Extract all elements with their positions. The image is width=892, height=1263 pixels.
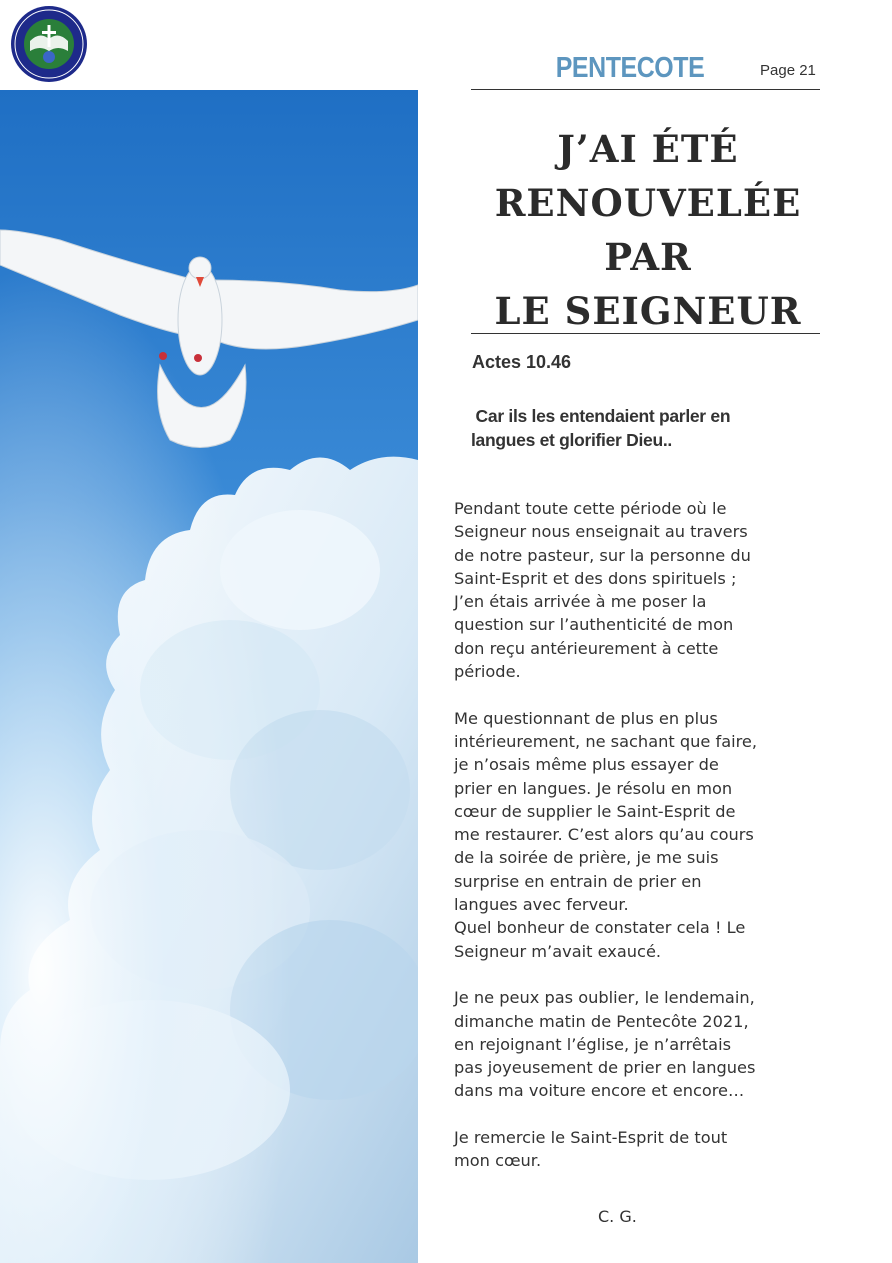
scripture-verse (471, 404, 821, 452)
author-signature: C. G. (598, 1207, 637, 1226)
text-line: mon cœur. (454, 1151, 542, 1171)
text-line: prier en langues. Je résolu en mon (454, 778, 733, 798)
text-line: me restaurer. C’est alors qu’au cours (454, 825, 754, 845)
page-number: Page 21 (760, 62, 816, 79)
text-line: Quel bonheur de constater cela ! Le (454, 918, 746, 938)
article-title-line: LE SEIGNEUR (494, 289, 802, 333)
text-line: don reçu antérieurement à cette (454, 638, 719, 658)
paragraph (454, 1126, 834, 1173)
text-line: cœur de supplier le Saint-Esprit de (454, 801, 736, 821)
dove-sky-image (0, 90, 418, 1263)
text-line: intérieurement, ne sachant que faire, (454, 731, 758, 751)
verse-line: langues et glorifier Dieu.. (471, 430, 672, 450)
text-line: Me questionnant de plus en plus (454, 708, 718, 728)
text-line: Seigneur nous enseignait au travers (454, 522, 748, 542)
text-line: de la soirée de prière, je me suis (454, 848, 719, 868)
text-line: Je ne peux pas oublier, le lendemain, (454, 988, 755, 1008)
article-title-line: RENOUVELÉE PAR (494, 181, 802, 279)
text-line: langues avec ferveur. (454, 895, 629, 915)
header-divider (471, 89, 820, 90)
text-line: J’en étais arrivée à me poser la (454, 592, 707, 612)
text-line: dimanche matin de Pentecôte 2021, (454, 1011, 749, 1031)
church-logo (10, 5, 88, 83)
title-divider (471, 333, 820, 334)
text-line: je n’osais même plus essayer de (454, 755, 719, 775)
text-line: Pendant toute cette période où le (454, 499, 727, 518)
text-line: de notre pasteur, sur la personne du (454, 545, 751, 565)
text-line: Je remercie le Saint-Esprit de tout (454, 1128, 728, 1148)
paragraph (454, 497, 834, 683)
text-line: question sur l’authenticité de mon (454, 615, 734, 635)
paragraph (454, 707, 834, 963)
text-line: Saint-Esprit et des dons spirituels ; (454, 568, 737, 588)
paragraph (454, 986, 834, 1102)
dove-in-sky-icon (0, 90, 418, 1263)
scripture-reference: Actes 10.46 (472, 352, 572, 372)
text-line: surprise en entrain de prier en (454, 871, 702, 891)
text-line: période. (454, 662, 521, 682)
text-line: en rejoignant l’église, je n’arrêtais (454, 1034, 732, 1054)
text-line: Seigneur m’avait exaucé. (454, 941, 662, 961)
verse-line: Car ils les entendaient parler en (471, 406, 731, 426)
article-body (454, 497, 834, 1196)
church-logo-icon (10, 5, 88, 83)
article-title (446, 122, 850, 338)
article-title-line: J’AI ÉTÉ (557, 127, 739, 171)
text-line: dans ma voiture encore et encore… (454, 1081, 745, 1101)
section-title: PENTECOTE (555, 52, 705, 84)
text-line: pas joyeusement de prier en langues (454, 1058, 756, 1078)
